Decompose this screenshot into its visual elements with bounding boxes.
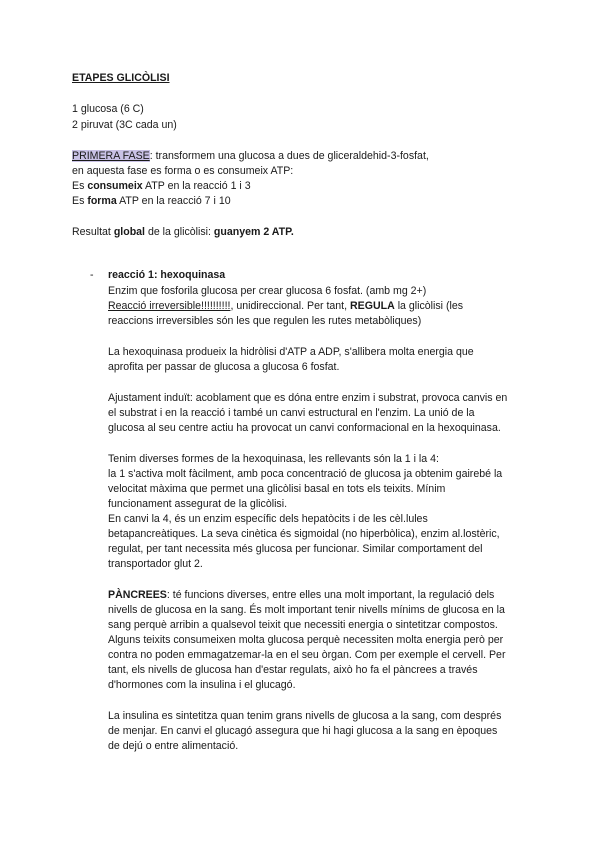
p4-line-1: Tenim diverses formes de la hexoquinasa, les rellevants són la 1 i la 4: — [108, 453, 439, 465]
primera-fase-line-2: en aquesta fase es forma o es consumeix ATP: — [72, 165, 294, 177]
p5-line-7: d'hormones com la insulina i el glucagó. — [108, 679, 296, 691]
primera-fase-line-1 — [72, 149, 429, 164]
p5-line-3: sang perquè arribin a qualsevol teixit que necessiti energia o sintetitzar compostos. — [108, 619, 498, 631]
global-bold: global — [113, 226, 146, 238]
resultat-line — [72, 225, 294, 240]
p1-line-1: Enzim que fosforila glucosa per crear glucosa 6 fosfat. (amb mg 2+) — [108, 285, 427, 297]
guanyem-bold: guanyem 2 ATP. — [213, 226, 294, 238]
reaccio1-heading — [108, 268, 225, 283]
p4-line-2: la 1 s'activa molt fàcilment, amb poca concentració de glucosa ja obtenim gairebé la — [108, 468, 503, 480]
primera-fase-line-3 — [72, 179, 251, 194]
p4-line-8: transportador glut 2. — [108, 558, 203, 570]
p4-line-5: En canvi la 4, és un enzim específic dels hepatòcits i de les cèl.lules — [108, 513, 428, 525]
heading-text: reacció 1: hexoquinasa — [108, 269, 226, 281]
p3-line-3: glucosa al seu centre actiu ha provocat un canvi conformacional en la hexoquinasa. — [108, 422, 501, 434]
p4-line-4: funcionament assegurat de la glicòlisi. — [108, 498, 288, 510]
consumeix-bold: consumeix — [87, 180, 143, 192]
text-span: de la glicòlisi: — [145, 226, 214, 238]
p5-line-6: tant, els nivells de glucosa han d'estar regulats, això ho fa el pàncrees a través — [108, 664, 478, 676]
list-bullet: - — [90, 269, 94, 281]
intro-line-1: 1 glucosa (6 C) — [72, 103, 144, 115]
text-span: , unidireccional. Per tant, — [230, 300, 351, 312]
page-title: ETAPES GLICÒLISI — [72, 72, 170, 84]
p1-line-2 — [108, 299, 463, 314]
p5-line-1 — [108, 588, 494, 603]
p3-line-1: Ajustament induït: acoblament que es dóna entre enzim i substrat, provoca canvis en — [108, 392, 508, 404]
p4-line-6: betapancreàtiques. La seva cinètica és sigmoidal (no hiperbòlica), enzim al.lostèric, — [108, 528, 500, 540]
p2-line-2: aprofita per passar de glucosa a glucosa 6 fosfat. — [108, 361, 340, 373]
p5-line-5: contra no poden emmagatzemar-la en el seu òrgan. Com per exemple el cervell. Per — [108, 649, 506, 661]
irreversible-underlined: Reacció irreversible!!!!!!!!!! — [108, 300, 231, 312]
p6-line-1: La insulina es sintetitza quan tenim grans nivells de glucosa a la sang, com després — [108, 710, 502, 722]
p2-line-1: La hexoquinasa produeix la hidròlisi d'ATP a ADP, s'allibera molta energia que — [108, 346, 474, 358]
forma-bold: forma — [87, 195, 117, 207]
p6-line-3: de dejú o entre alimentació. — [108, 740, 239, 752]
p4-line-7: regulat, per tant necessita més glucosa per funcionar. Similar comportament del — [108, 543, 483, 555]
text-span: la glicòlisi (les — [394, 300, 464, 312]
text-span: : té funcions diverses, entre elles una molt important, la regulació dels — [166, 589, 495, 601]
primera-fase-line-4 — [72, 194, 231, 209]
primera-fase-label: PRIMERA FASE — [72, 150, 150, 162]
p1-line-3: reaccions irreversibles són les que regulen les rutes metabòliques) — [108, 315, 422, 327]
p6-line-2: de menjar. En canvi el glucagó assegura que hi hagi glucosa a la sang en èpoques — [108, 725, 498, 737]
text-span: ATP en la reacció 7 i 10 — [116, 195, 231, 207]
text-span: Es — [72, 180, 88, 192]
regula-bold: REGULA — [350, 300, 395, 312]
p5-line-2: nivells de glucosa en la sang. És molt important tenir nivells mínims de glucosa en la — [108, 604, 505, 616]
text-span: ATP en la reacció 1 i 3 — [142, 180, 251, 192]
p4-line-3: velocitat màxima que permet una glicòlisi basal en tots els teixits. Mínim — [108, 483, 446, 495]
p5-line-4: Alguns teixits consumeixen molta glucosa perquè necessiten molta energia però per — [108, 634, 504, 646]
text-span: Es — [72, 195, 88, 207]
primera-fase-text: : transformem una glucosa a dues de gliceraldehid-3-fosfat, — [149, 150, 429, 162]
p3-line-2: el substrat i en la reacció i també un canvi estructural en l'enzim. La unió de la — [108, 407, 475, 419]
intro-line-2: 2 piruvat (3C cada un) — [72, 119, 177, 131]
pancrees-bold: PÀNCREES — [108, 589, 167, 601]
text-span: Resultat — [72, 226, 114, 238]
